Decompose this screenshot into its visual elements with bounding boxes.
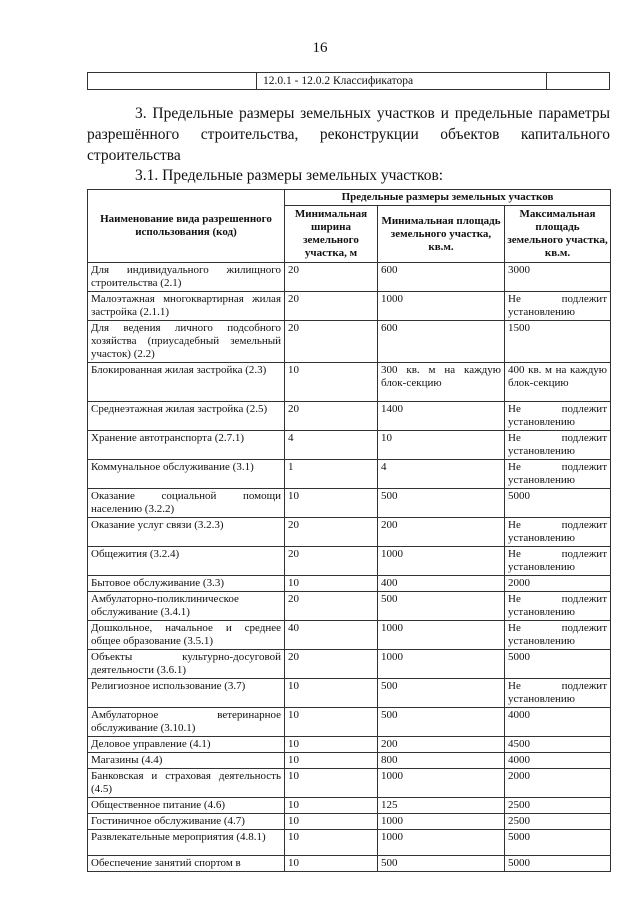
row-use-type: Банковская и страховая деятельность (4.5)	[88, 769, 285, 798]
table-row	[88, 708, 611, 737]
row-use-type: Обеспечение занятий спортом в	[88, 856, 285, 872]
row-use-type: Блокированная жилая застройка (2.3)	[88, 363, 285, 402]
row-use-type: Гостиничное обслуживание (4.7)	[88, 814, 285, 830]
row-min-area: 400	[378, 576, 505, 592]
row-min-area: 1000	[378, 547, 505, 576]
row-use-type: Объекты культурно-досуговой деятельности (3.6.1)	[88, 650, 285, 679]
row-min-width: 20	[285, 518, 378, 547]
row-min-area: 1000	[378, 830, 505, 856]
header-min-area: Минимальная площадь земельного участка, кв.м.	[378, 206, 505, 263]
subsection-heading: 3.1. Предельные размеры земельных участков:	[135, 167, 444, 184]
row-min-width: 10	[285, 753, 378, 769]
table-row	[88, 798, 611, 814]
row-use-type: Коммунальное обслуживание (3.1)	[88, 460, 285, 489]
table-row	[88, 621, 611, 650]
row-min-width: 10	[285, 769, 378, 798]
row-min-area: 1000	[378, 292, 505, 321]
row-max-area: Не подлежит установлению	[505, 547, 611, 576]
row-max-area: 5000	[505, 856, 611, 872]
table-row	[88, 363, 611, 402]
row-use-type: Для индивидуального жилищного строительства (2.1)	[88, 263, 285, 292]
row-max-area: 5000	[505, 830, 611, 856]
row-max-area: 4000	[505, 753, 611, 769]
table-row	[88, 431, 611, 460]
table-row	[88, 547, 611, 576]
row-use-type: Общественное питание (4.6)	[88, 798, 285, 814]
table-row	[88, 737, 611, 753]
row-max-area: 5000	[505, 650, 611, 679]
row-min-area: 200	[378, 737, 505, 753]
table-row	[88, 576, 611, 592]
table-row	[88, 292, 611, 321]
table-row	[88, 460, 611, 489]
row-min-area: 1000	[378, 621, 505, 650]
row-max-area: Не подлежит установлению	[505, 292, 611, 321]
table-row	[88, 814, 611, 830]
previous-table-tail-row	[87, 72, 610, 90]
section-heading: 3. Предельные размеры земельных участков и предельные параметры разрешённого строительства, реконструкции объектов капитального строительства	[87, 105, 610, 164]
row-use-type: Бытовое обслуживание (3.3)	[88, 576, 285, 592]
row-min-area: 600	[378, 321, 505, 363]
row-min-width: 20	[285, 292, 378, 321]
row-use-type: Амбулаторное ветеринарное обслуживание (3.10.1)	[88, 708, 285, 737]
row-use-type: Хранение автотранспорта (2.7.1)	[88, 431, 285, 460]
row-min-width: 10	[285, 489, 378, 518]
row-max-area: 1500	[505, 321, 611, 363]
table-row	[88, 402, 611, 431]
row-min-width: 40	[285, 621, 378, 650]
row-min-width: 20	[285, 547, 378, 576]
row-max-area: 5000	[505, 489, 611, 518]
row-min-area: 500	[378, 679, 505, 708]
row-min-width: 4	[285, 431, 378, 460]
row-max-area: 2000	[505, 576, 611, 592]
row-max-area: Не подлежит установлению	[505, 431, 611, 460]
row-min-width: 10	[285, 856, 378, 872]
row-min-width: 20	[285, 263, 378, 292]
row-max-area: 2500	[505, 814, 611, 830]
row-min-width: 10	[285, 737, 378, 753]
table-row	[88, 856, 611, 872]
table-row	[88, 753, 611, 769]
row-use-type: Амбулаторно-поликлиническое обслуживание (3.4.1)	[88, 592, 285, 621]
row-use-type: Малоэтажная многоквартирная жилая застройка (2.1.1)	[88, 292, 285, 321]
row-max-area: Не подлежит установлению	[505, 621, 611, 650]
row-use-type: Деловое управление (4.1)	[88, 737, 285, 753]
tail-cell-right	[547, 73, 609, 89]
header-use-type: Наименование вида разрешенного использования (код)	[88, 190, 285, 263]
row-min-width: 10	[285, 830, 378, 856]
row-min-width: 10	[285, 814, 378, 830]
header-min-width: Минимальная ширина земельного участка, м	[285, 206, 378, 263]
row-use-type: Дошкольное, начальное и среднее общее образование (3.5.1)	[88, 621, 285, 650]
row-max-area: 2500	[505, 798, 611, 814]
page-number: 16	[312, 40, 328, 56]
table-row	[88, 769, 611, 798]
row-min-area: 500	[378, 856, 505, 872]
table-row	[88, 518, 611, 547]
row-min-area: 300 кв. м на каждую блок-секцию	[378, 363, 505, 402]
row-min-area: 500	[378, 708, 505, 737]
row-max-area: Не подлежит установлению	[505, 592, 611, 621]
row-min-area: 4	[378, 460, 505, 489]
row-min-area: 1400	[378, 402, 505, 431]
row-min-area: 125	[378, 798, 505, 814]
row-max-area: Не подлежит установлению	[505, 518, 611, 547]
row-min-width: 20	[285, 592, 378, 621]
table-row	[88, 830, 611, 856]
row-max-area: Не подлежит установлению	[505, 460, 611, 489]
row-use-type: Оказание социальной помощи населению (3.2.2)	[88, 489, 285, 518]
row-use-type: Магазины (4.4)	[88, 753, 285, 769]
table-row	[88, 321, 611, 363]
table-row	[88, 679, 611, 708]
row-min-width: 1	[285, 460, 378, 489]
row-max-area: 400 кв. м на каждую блок-секцию	[505, 363, 611, 402]
row-min-area: 800	[378, 753, 505, 769]
row-min-area: 1000	[378, 650, 505, 679]
row-max-area: 4500	[505, 737, 611, 753]
row-max-area: Не подлежит установлению	[505, 402, 611, 431]
row-min-width: 10	[285, 576, 378, 592]
row-min-area: 1000	[378, 769, 505, 798]
row-use-type: Общежития (3.2.4)	[88, 547, 285, 576]
row-min-width: 10	[285, 363, 378, 402]
row-min-width: 10	[285, 679, 378, 708]
row-min-area: 500	[378, 489, 505, 518]
row-max-area: Не подлежит установлению	[505, 679, 611, 708]
row-min-area: 10	[378, 431, 505, 460]
tail-cell-text: 12.0.1 - 12.0.2 Классификатора	[257, 73, 547, 89]
row-min-area: 200	[378, 518, 505, 547]
table-row	[88, 650, 611, 679]
row-use-type: Развлекательные мероприятия (4.8.1)	[88, 830, 285, 856]
row-max-area: 2000	[505, 769, 611, 798]
row-max-area: 4000	[505, 708, 611, 737]
table-row	[88, 263, 611, 292]
table-row	[88, 592, 611, 621]
row-use-type: Религиозное использование (3.7)	[88, 679, 285, 708]
table-row	[88, 489, 611, 518]
row-use-type: Оказание услуг связи (3.2.3)	[88, 518, 285, 547]
row-min-width: 10	[285, 798, 378, 814]
header-group: Предельные размеры земельных участков	[285, 190, 611, 206]
land-plot-sizes-table	[87, 189, 611, 872]
row-min-width: 20	[285, 321, 378, 363]
row-min-area: 500	[378, 592, 505, 621]
row-min-width: 20	[285, 650, 378, 679]
row-min-area: 1000	[378, 814, 505, 830]
tail-cell-left	[88, 73, 257, 89]
row-min-width: 20	[285, 402, 378, 431]
row-min-area: 600	[378, 263, 505, 292]
row-use-type: Среднеэтажная жилая застройка (2.5)	[88, 402, 285, 431]
row-max-area: 3000	[505, 263, 611, 292]
row-use-type: Для ведения личного подсобного хозяйства (приусадебный земельный участок) (2.2)	[88, 321, 285, 363]
header-max-area: Максимальная площадь земельного участка, кв.м.	[505, 206, 611, 263]
row-min-width: 10	[285, 708, 378, 737]
